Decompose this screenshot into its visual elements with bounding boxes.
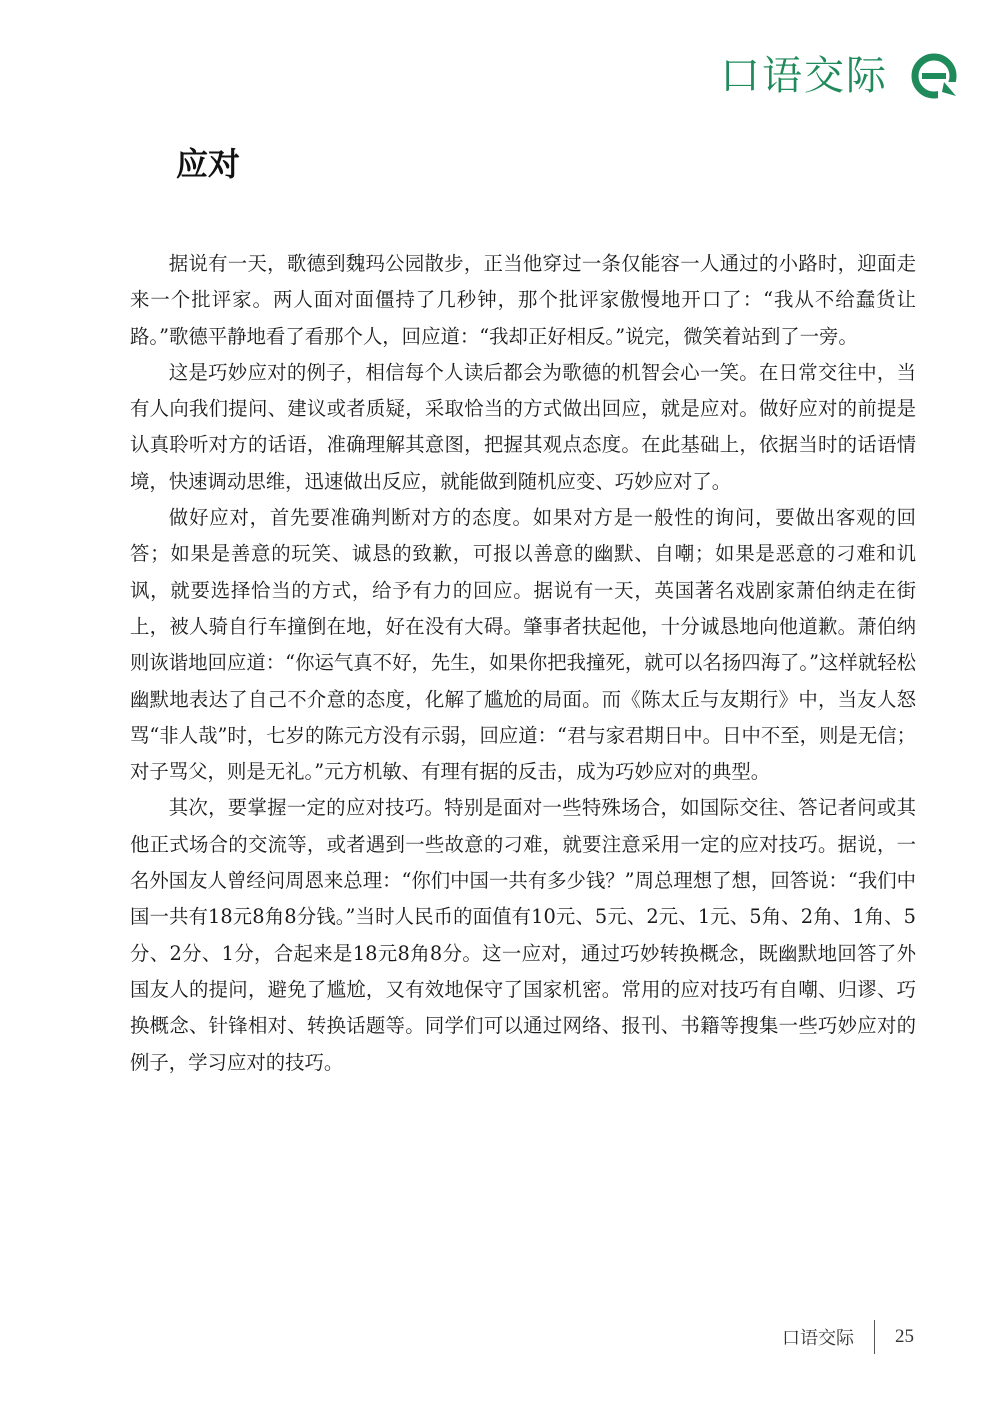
footer-divider	[874, 1320, 875, 1354]
page-footer	[782, 1320, 914, 1354]
paragraph-3: 做好应对，首先要准确判断对方的态度。如果对方是一般性的询问，要做出客观的回答；如果是善意的玩笑、诚恳的致歉，可报以善意的幽默、自嘲；如果是恶意的刁难和讥讽，就要选择恰当的方式，给予有力的回应。据说有一天，英国著名戏剧家萧伯纳走在街上，被人骑自行车撞倒在地，好在没有大碍。肇事者扶起他，十分诚恳地向他道歉。萧伯纳则诙谐地回应道：“你运气真不好，先生，如果你把我撞死，就可以名扬四海了。”这样就轻松幽默地表达了自己不介意的态度，化解了尴尬的局面。而《陈太丘与友期行》中，当友人怒骂“非人哉”时，七岁的陈元方没有示弱，回应道：“君与家君期日中。日中不至，则是无信；对子骂父，则是无礼。”元方机敏、有理有据的反击，成为巧妙应对的典型。	[130, 506, 916, 784]
paragraph-4: 其次，要掌握一定的应对技巧。特别是面对一些特殊场合，如国际交往、答记者问或其他正式场合的交流等，或者遇到一些故意的刁难，就要注意采用一定的应对技巧。据说，一名外国友人曾经问周恩来总理：“你们中国一共有多少钱？”周总理想了想，回答说：“我们中国一共有18元8角8分钱。”当时人民币的面值有10元、5元、2元、1元、5角、2角、1角、5分、2分、1分，合起来是18元8角8分。这一应对，通过巧妙转换概念，既幽默地回答了外国友人的提问，避免了尴尬，又有效地保守了国家机密。常用的应对技巧有自嘲、归谬、巧换概念、针锋相对、转换话题等。同学们可以通过网络、报刊、书籍等搜集一些巧妙应对的例子，学习应对的技巧。	[130, 796, 916, 1074]
footer-section-label: 口语交际	[782, 1328, 854, 1349]
paragraph-1: 据说有一天，歌德到魏玛公园散步，正当他穿过一条仅能容一人通过的小路时，迎面走来一个批评家。两人面对面僵持了几秒钟，那个批评家傲慢地开口了：“我从不给蠢货让路。”歌德平静地看了看那个人，回应道：“我却正好相反。”说完，微笑着站到了一旁。	[130, 252, 916, 348]
paragraph-2: 这是巧妙应对的例子，相信每个人读后都会为歌德的机智会心一笑。在日常交往中，当有人向我们提问、建议或者质疑，采取恰当的方式做出回应，就是应对。做好应对的前提是认真聆听对方的话语，准确理解其意图，把握其观点态度。在此基础上，依据当时的话语情境，快速调动思维，迅速做出反应，就能做到随机应变、巧妙应对了。	[130, 360, 916, 493]
article-body	[130, 246, 916, 1081]
speech-e-logo-icon	[910, 52, 958, 100]
page-title: 应对	[176, 145, 241, 183]
page-header	[720, 52, 958, 100]
page-number: 25	[895, 1326, 914, 1347]
section-title: 口语交际	[720, 53, 888, 99]
